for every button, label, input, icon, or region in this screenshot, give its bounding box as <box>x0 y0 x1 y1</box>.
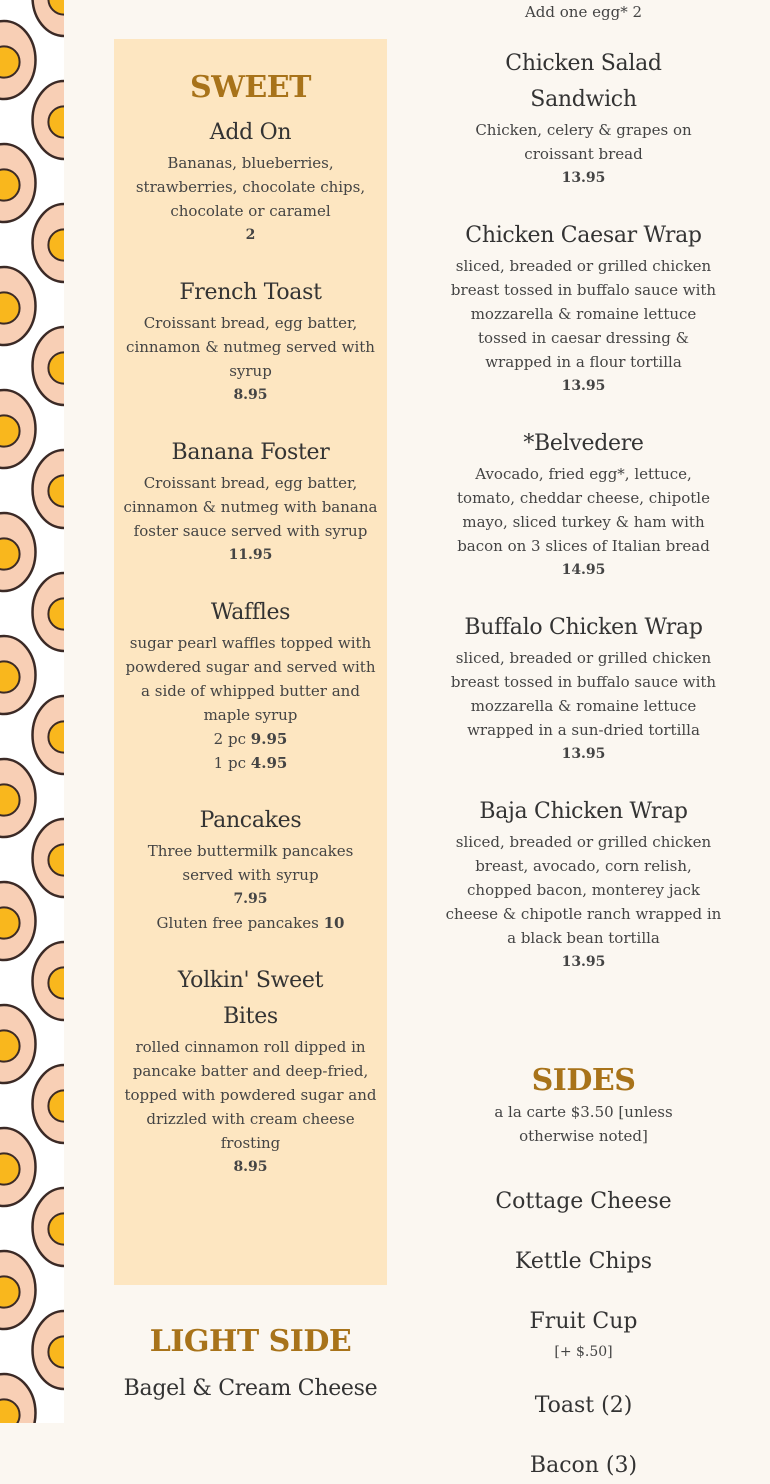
item-description: Three buttermilk pancakes served with syrup <box>147 842 354 884</box>
item-price: 11.95 <box>228 547 273 563</box>
item-description: Croissant bread, egg batter, cinnamon & nutmeg served with syrup <box>126 314 375 380</box>
left-column <box>114 39 387 1407</box>
menu-item <box>114 595 387 775</box>
right-column <box>445 0 722 1484</box>
fried-egg-icon <box>33 573 65 651</box>
item-price: 8.95 <box>233 1159 268 1175</box>
item-name: Chicken Caesar Wrap <box>465 223 702 248</box>
item-price: 13.95 <box>561 954 606 970</box>
item-name: Waffles <box>210 600 291 625</box>
side-item: Bacon (3) <box>529 1453 638 1478</box>
side-item: Kettle Chips <box>514 1249 652 1274</box>
item-price: 9.95 <box>250 730 288 748</box>
add-egg-note: Add one egg* 2 <box>524 3 643 21</box>
fried-egg-icon <box>33 942 65 1020</box>
fried-egg-icon <box>33 1065 65 1143</box>
menu-item <box>445 610 722 766</box>
item-description: rolled cinnamon roll dipped in pancake batter and deep-fried, topped with powdered sugar and drizzled with cream cheese frosting <box>124 1038 377 1152</box>
item-name: Baja Chicken Wrap <box>479 799 688 824</box>
fried-egg-icon <box>33 1311 65 1389</box>
sides-title: SIDES <box>531 1063 636 1098</box>
fried-egg-icon <box>0 1374 36 1423</box>
fried-egg-icon <box>33 1188 65 1266</box>
item-price: 13.95 <box>561 170 606 186</box>
item-description: sliced, breaded or grilled chicken breast tossed in buffalo sauce with mozzarella & romaine lettuce wrapped in a sun-dried tortilla <box>450 649 717 739</box>
item-price: 7.95 <box>233 891 268 907</box>
side-item: Fruit Cup <box>529 1309 638 1334</box>
menu-item <box>445 794 722 974</box>
sweet-title: SWEET <box>190 70 311 105</box>
fried-egg-icon <box>0 390 36 468</box>
menu-item <box>445 46 722 190</box>
fried-egg-icon <box>0 636 36 714</box>
fried-egg-icon <box>33 819 65 897</box>
fried-egg-icon <box>0 267 36 345</box>
fried-egg-icon <box>0 1251 36 1329</box>
egg-pattern-strip <box>0 0 64 1423</box>
item-name: Add On <box>209 120 292 145</box>
item-price: 14.95 <box>561 562 606 578</box>
item-price: 13.95 <box>561 378 606 394</box>
fried-egg-icon <box>0 144 36 222</box>
fried-egg-icon <box>0 1128 36 1206</box>
fried-egg-icon <box>0 1005 36 1083</box>
fried-egg-icon <box>33 696 65 774</box>
menu-item <box>445 426 722 582</box>
light-side-title: LIGHT SIDE <box>149 1324 352 1359</box>
item-name: Pancakes <box>199 808 302 833</box>
menu-item <box>114 115 387 247</box>
item-name: Yolkin' Sweet Bites <box>177 968 324 1029</box>
menu-item <box>114 275 387 407</box>
item-description: Avocado, fried egg*, lettuce, tomato, cheddar cheese, chipotle mayo, sliced turkey & ham with bacon on 3 slices of Italian bread <box>457 465 710 555</box>
side-item: Cottage Cheese <box>495 1189 672 1214</box>
item-description: Chicken, celery & grapes on croissant bread <box>475 121 692 163</box>
fried-egg-icon <box>0 21 36 99</box>
item-price: 13.95 <box>561 746 606 762</box>
extra-label: Gluten free pancakes <box>156 914 319 932</box>
item-description: Croissant bread, egg batter, cinnamon & nutmeg with banana foster sauce served with syrup <box>123 474 378 540</box>
menu-item <box>114 963 387 1179</box>
item-description: sugar pearl waffles topped with powdered sugar and served with a side of whipped butter and maple syrup <box>125 634 376 724</box>
price-line <box>114 727 387 751</box>
menu-item <box>114 803 387 935</box>
price-line <box>114 911 387 935</box>
item-name: Banana Foster <box>171 440 330 465</box>
fried-egg-icon <box>33 0 65 36</box>
item-name: *Belvedere <box>523 431 644 456</box>
menu-item <box>445 218 722 398</box>
item-price: 2 <box>245 227 256 243</box>
price-line <box>114 751 387 775</box>
portion-label: 1 pc <box>213 754 246 772</box>
item-name: Chicken Salad Sandwich <box>505 51 662 112</box>
fried-egg-icon <box>33 204 65 282</box>
fried-egg-icon <box>0 882 36 960</box>
fried-egg-icon <box>0 0 64 1423</box>
fried-egg-icon <box>0 513 36 591</box>
item-price: 8.95 <box>233 387 268 403</box>
sides-subtitle: a la carte $3.50 [unless otherwise noted] <box>494 1103 673 1145</box>
item-name: French Toast <box>179 280 322 305</box>
item-price: 10 <box>323 914 345 932</box>
item-description: Bananas, blueberries, strawberries, chocolate chips, chocolate or caramel <box>135 154 366 220</box>
item-name: Bagel & Cream Cheese <box>123 1376 378 1401</box>
fried-egg-icon <box>33 327 65 405</box>
sweet-section <box>114 39 387 1285</box>
menu-item <box>114 435 387 567</box>
fried-egg-icon <box>33 450 65 528</box>
side-note: [+ $.50] <box>554 1344 613 1360</box>
fried-egg-icon <box>33 81 65 159</box>
item-name: Buffalo Chicken Wrap <box>464 615 703 640</box>
portion-label: 2 pc <box>213 730 246 748</box>
item-description: sliced, breaded or grilled chicken breast tossed in buffalo sauce with mozzarella & romaine lettuce tossed in caesar dressing & wrapped in a flour tortilla <box>450 257 717 371</box>
fried-egg-icon <box>0 759 36 837</box>
item-description: sliced, breaded or grilled chicken breast, avocado, corn relish, chopped bacon, monterey jack cheese & chipotle ranch wrapped in a black bean tortilla <box>445 833 722 947</box>
item-price: 4.95 <box>250 754 288 772</box>
side-item: Toast (2) <box>534 1393 633 1418</box>
